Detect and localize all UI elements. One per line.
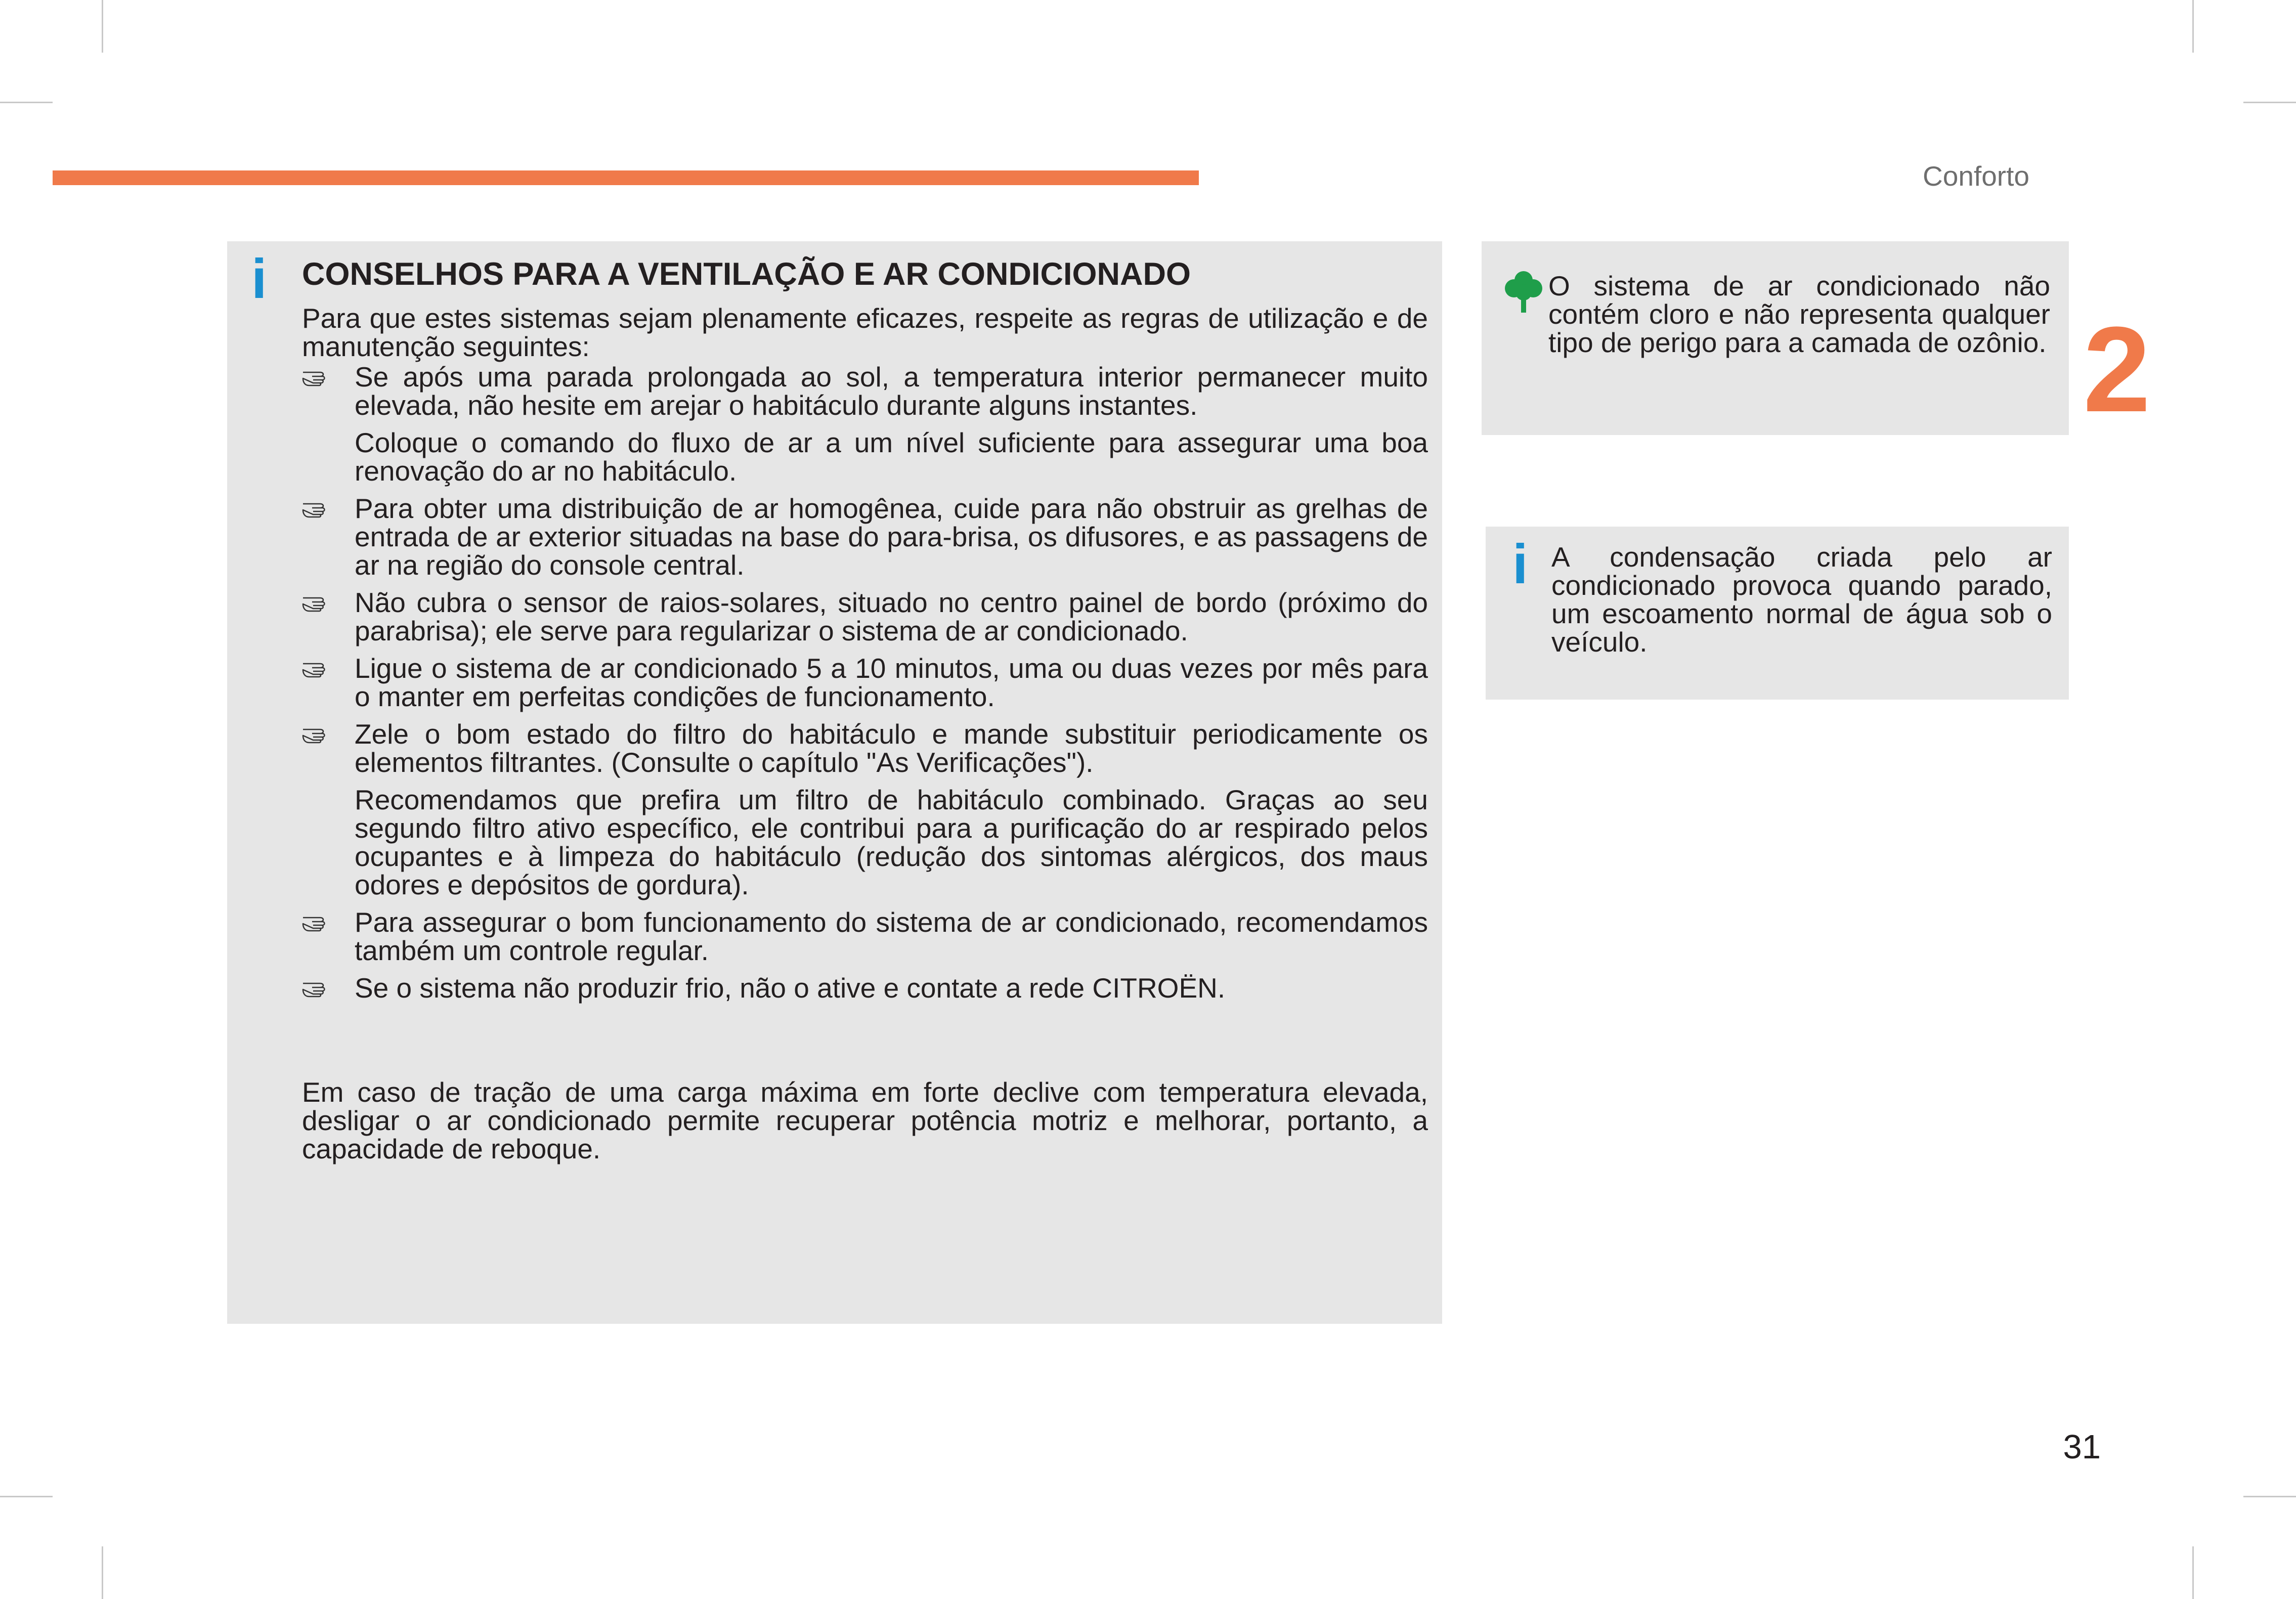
pointing-hand-icon <box>302 978 331 998</box>
crop-mark <box>0 102 53 103</box>
advice-list-item <box>302 908 1428 965</box>
advice-list-item <box>302 588 1428 645</box>
info-icon: i <box>1512 533 1528 595</box>
ozone-note-box <box>1482 241 2069 435</box>
ozone-note-text: O sistema de ar condicionado não contém cloro e não representa qualquer tipo de perigo para a camada de ozônio. <box>1548 270 2050 358</box>
ventilation-advice-box <box>227 241 1442 1324</box>
advice-list-item-note: Recomendamos que prefira um filtro de habitáculo combinado. Graças ao seu segundo filtro ativo específico, ele contribui para a purificação do ar respirado pelos ocupantes e à limpeza do habitáculo (redução dos sintomas alérgicos, dos maus odores e depósitos de gordura). <box>355 784 1428 900</box>
advice-list-item <box>302 494 1428 579</box>
page-number: 31 <box>2063 1428 2101 1466</box>
tree-icon <box>1503 269 1544 313</box>
advice-list-item <box>302 974 1428 1002</box>
crop-mark <box>102 1546 103 1599</box>
advice-list-item-text: Ligue o sistema de ar condicionado 5 a 10 minutos, uma ou duas vezes por mês para o manter em perfeitas condições de funcionamento. <box>355 653 1428 712</box>
crop-mark <box>2192 0 2194 53</box>
crop-mark <box>2243 102 2296 103</box>
advice-list-item-text: Zele o bom estado do filtro do habitáculo e mande substituir periodicamente os elementos filtrantes. (Consulte o capítulo "As Verificações"). <box>355 718 1428 778</box>
advice-content <box>302 251 1428 1163</box>
condensation-note-box <box>1486 527 2069 700</box>
advice-list-item-text: Se o sistema não produzir frio, não o ative e contate a rede CITROËN. <box>355 972 1226 1004</box>
crop-mark <box>2243 1496 2296 1497</box>
pointing-hand-icon <box>302 499 331 518</box>
advice-list-item-note: Coloque o comando do fluxo de ar a um nível suficiente para assegurar uma boa renovação do ar no habitáculo. <box>355 427 1428 487</box>
pointing-hand-icon <box>302 913 331 932</box>
pointing-hand-icon <box>302 367 331 386</box>
advice-list-item <box>302 363 1428 485</box>
section-title: Conforto <box>1923 160 2029 192</box>
advice-list-item <box>302 720 1428 899</box>
crop-mark <box>0 1496 53 1497</box>
advice-intro: Para que estes sistemas sejam plenamente eficazes, respeite as regras de utilização e de manutenção seguintes: <box>302 302 1428 362</box>
advice-list <box>302 363 1428 1002</box>
chapter-number: 2 <box>2083 301 2151 437</box>
condensation-note-text: A condensação criada pelo ar condicionado provoca quando parado, um escoamento normal de água sob o veículo. <box>1551 541 2052 658</box>
advice-title: CONSELHOS PARA A VENTILAÇÃO E AR CONDICIONADO <box>302 256 1191 292</box>
pointing-hand-icon <box>302 593 331 612</box>
advice-outro: Em caso de tração de uma carga máxima em forte declive com temperatura elevada, desligar o ar condicionado permite recuperar potência motriz e melhorar, portanto, a capacidade de reboque. <box>302 1076 1428 1164</box>
pointing-hand-icon <box>302 724 331 744</box>
crop-mark <box>2192 1546 2194 1599</box>
header-accent-bar <box>53 170 1199 185</box>
advice-list-item-text: Se após uma parada prolongada ao sol, a temperatura interior permanecer muito elevada, não hesite em arejar o habitáculo durante alguns instantes. <box>355 361 1428 421</box>
info-icon: i <box>251 248 267 310</box>
advice-list-item <box>302 654 1428 711</box>
pointing-hand-icon <box>302 659 331 678</box>
advice-list-item-text: Para obter uma distribuição de ar homogênea, cuide para não obstruir as grelhas de entrada de ar exterior situadas na base do para-brisa, os difusores, e as passagens de ar na região do console central. <box>355 493 1428 581</box>
crop-mark <box>102 0 103 53</box>
advice-list-item-text: Para assegurar o bom funcionamento do sistema de ar condicionado, recomendamos também um controle regular. <box>355 906 1428 966</box>
advice-list-item-text: Não cubra o sensor de raios-solares, situado no centro painel de bordo (próximo do parabrisa); ele serve para regularizar o sistema de ar condicionado. <box>355 587 1428 646</box>
